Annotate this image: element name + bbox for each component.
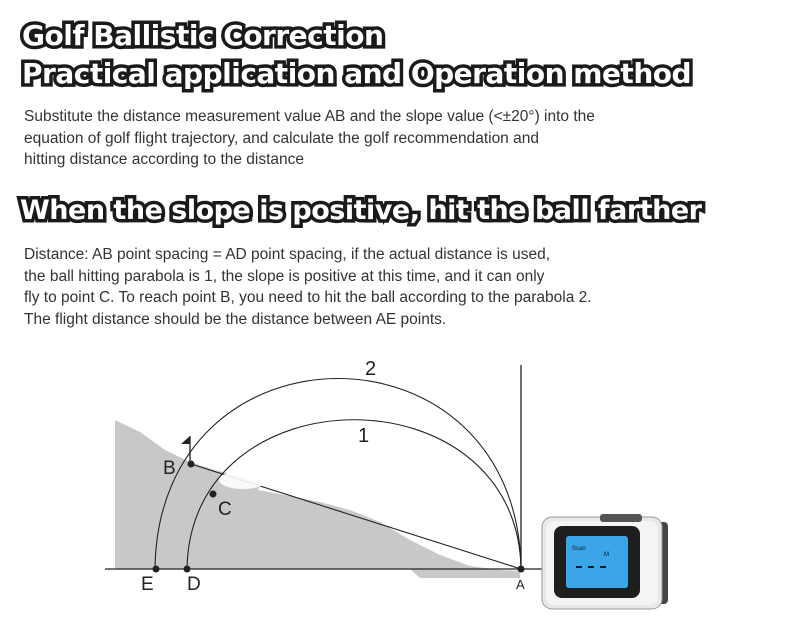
rangefinder-device: [542, 514, 668, 609]
point-e: [153, 566, 160, 573]
title-line-2: Practical application and Operation method: [22, 57, 692, 90]
intro-paragraph: [24, 106, 724, 171]
cloud-highlight: [219, 471, 267, 489]
intro-line: Substitute the distance measurement value AB and the slope value (<±20°) into the: [24, 108, 595, 125]
intro-line: hitting distance according to the distance: [24, 151, 305, 168]
flag-icon: [181, 436, 190, 444]
detail-line: the ball hitting parabola is 1, the slope is positive at this time, and it can only: [24, 267, 545, 285]
point-a-label: A: [516, 577, 525, 592]
hill-terrain: [115, 420, 520, 578]
detail-paragraph: [24, 244, 724, 330]
intro-line: equation of golf flight trajectory, and calculate the golf recommendation and: [24, 129, 539, 147]
section-heading: When the slope is positive, hit the ball farther: [20, 195, 702, 226]
point-b: [188, 461, 195, 468]
trajectory-diagram: [0, 340, 790, 640]
point-d-label: D: [187, 574, 201, 595]
point-d: [184, 566, 191, 573]
point-c: [210, 491, 217, 498]
point-a: [518, 566, 525, 573]
point-c-label: C: [218, 499, 232, 520]
screen-mode-text: Scan: [572, 546, 586, 552]
point-b-label: B: [163, 458, 176, 479]
screen-unit-text: M: [604, 552, 609, 558]
title-line-1: Golf Ballistic Correction: [22, 19, 384, 52]
detail-line: Distance: AB point spacing = AD point spacing, if the actual distance is used,: [24, 246, 551, 263]
parabola-1-label: 1: [358, 425, 370, 447]
parabola-2-label: 2: [365, 358, 377, 380]
detail-line: fly to point C. To reach point B, you need to hit the ball according to the parabola 2.: [24, 289, 592, 306]
point-e-label: E: [141, 574, 154, 595]
detail-line: The flight distance should be the distance between AE points.: [24, 310, 447, 328]
